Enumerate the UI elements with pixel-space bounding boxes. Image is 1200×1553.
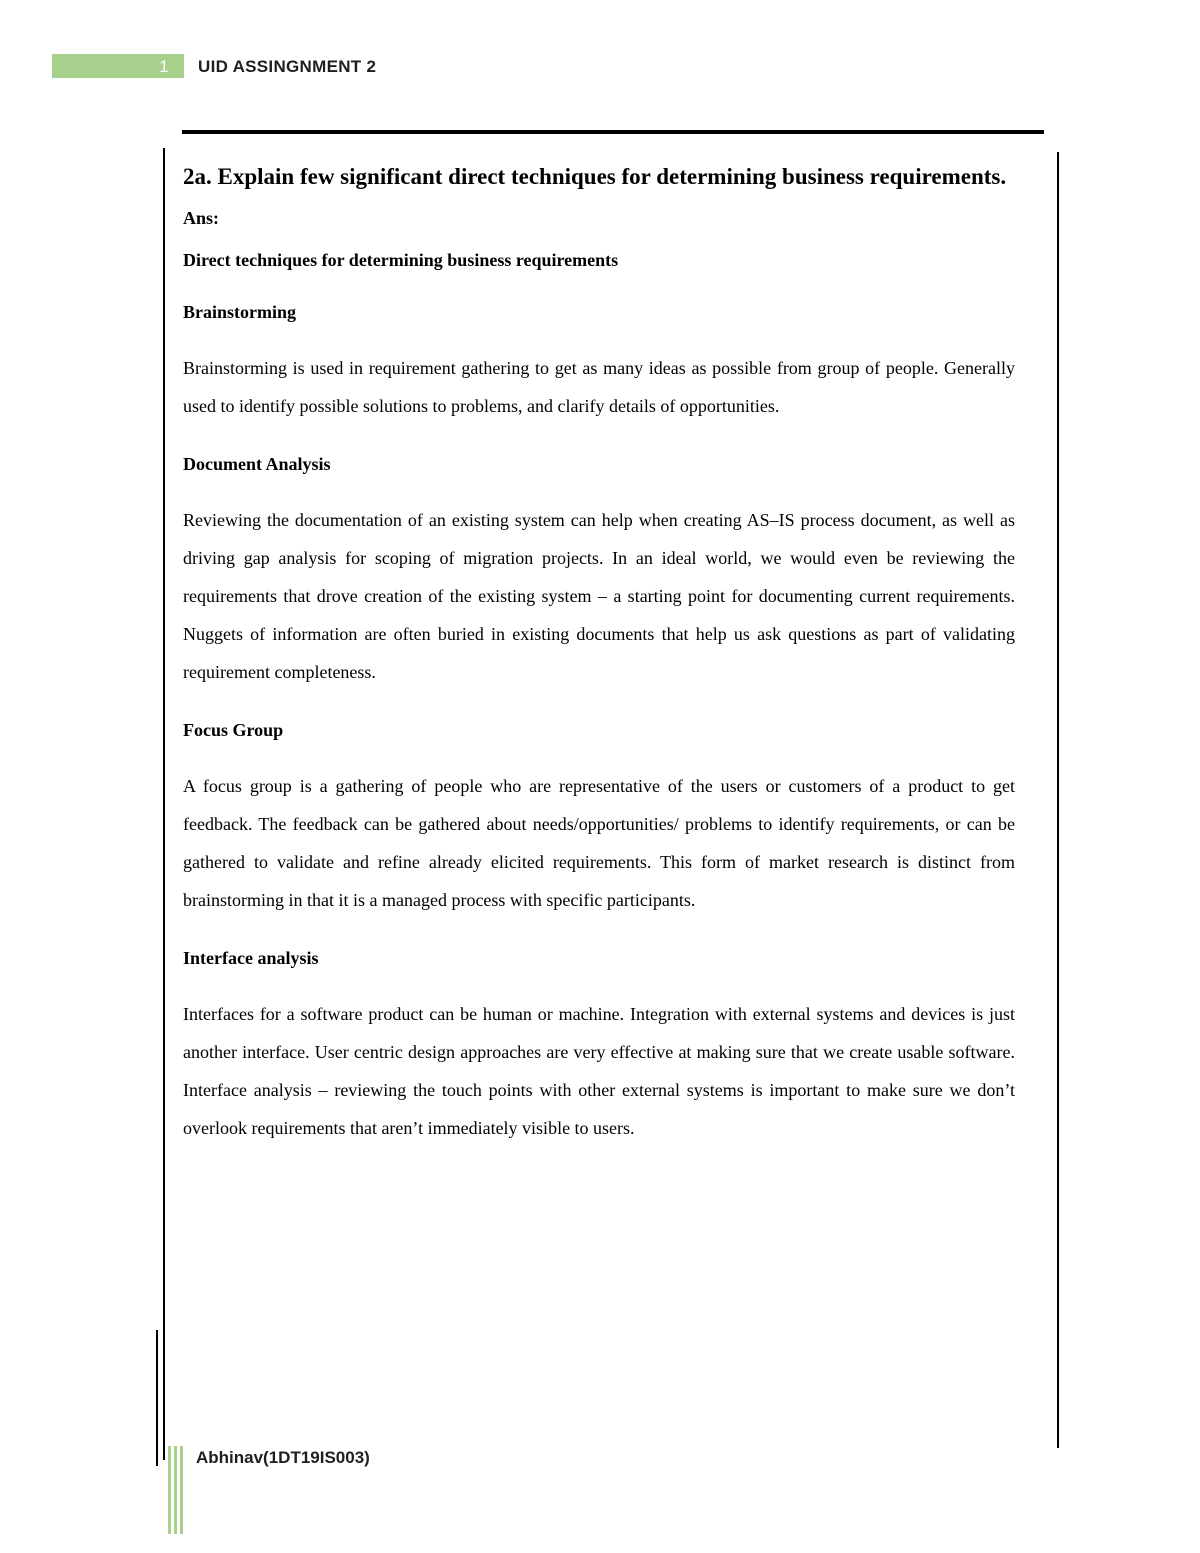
answer-subtitle: Direct techniques for determining business requirements bbox=[183, 250, 619, 270]
page-content bbox=[183, 160, 1015, 1147]
page-border-left bbox=[163, 148, 165, 1460]
footer-accent-bar bbox=[174, 1446, 177, 1534]
footer-accent-bar bbox=[168, 1446, 171, 1534]
section-body: Brainstorming is used in requirement gathering to get as many ideas as possible from group of people. Generally used to identify possible solutions to problems, and clarify details of opportunities. bbox=[183, 358, 1015, 416]
page-border-right bbox=[1057, 152, 1059, 1448]
section-heading: Document Analysis bbox=[183, 454, 331, 474]
section-focus-group bbox=[183, 717, 1015, 919]
section-document-analysis bbox=[183, 451, 1015, 691]
footer-author: Abhinav(1DT19IS003) bbox=[196, 1448, 370, 1467]
footer-accent-bars bbox=[168, 1446, 184, 1534]
page-border-left-lower bbox=[156, 1330, 158, 1466]
answer-label: Ans: bbox=[183, 208, 220, 228]
header-rule bbox=[182, 130, 1044, 134]
section-heading: Brainstorming bbox=[183, 302, 297, 322]
section-heading: Focus Group bbox=[183, 720, 284, 740]
footer-accent-bar bbox=[180, 1446, 183, 1534]
question-heading: 2a. Explain few significant direct techniques for determining business requirements. bbox=[183, 164, 1007, 189]
section-brainstorming bbox=[183, 299, 1015, 425]
section-heading: Interface analysis bbox=[183, 948, 319, 968]
section-body: Interfaces for a software product can be human or machine. Integration with external systems and devices is just another interface. User centric design approaches are very effective at making sure that we create usable software. Interface analysis – reviewing the touch points with other external systems is important to make sure we don’t overlook requirements that aren’t immediately visible to users. bbox=[183, 1004, 1015, 1138]
section-interface-analysis bbox=[183, 945, 1015, 1147]
section-body: A focus group is a gathering of people who are representative of the users or customers of a product to get feedback. The feedback can be gathered about needs/opportunities/ problems to identify requirements, or can be gathered to validate and refine already elicited requirements. This form of market research is distinct from brainstorming in that it is a managed process with specific participants. bbox=[183, 776, 1015, 910]
document-title: UID ASSINGNMENT 2 bbox=[198, 57, 377, 76]
section-body: Reviewing the documentation of an existing system can help when creating AS–IS process document, as well as driving gap analysis for scoping of migration projects. In an ideal world, we would even be reviewing the requirements that drove creation of the existing system – a starting point for documenting current requirements. Nuggets of information are often buried in existing documents that help us ask questions as part of validating requirement completeness. bbox=[183, 510, 1015, 682]
page-number: 1 bbox=[159, 57, 169, 76]
